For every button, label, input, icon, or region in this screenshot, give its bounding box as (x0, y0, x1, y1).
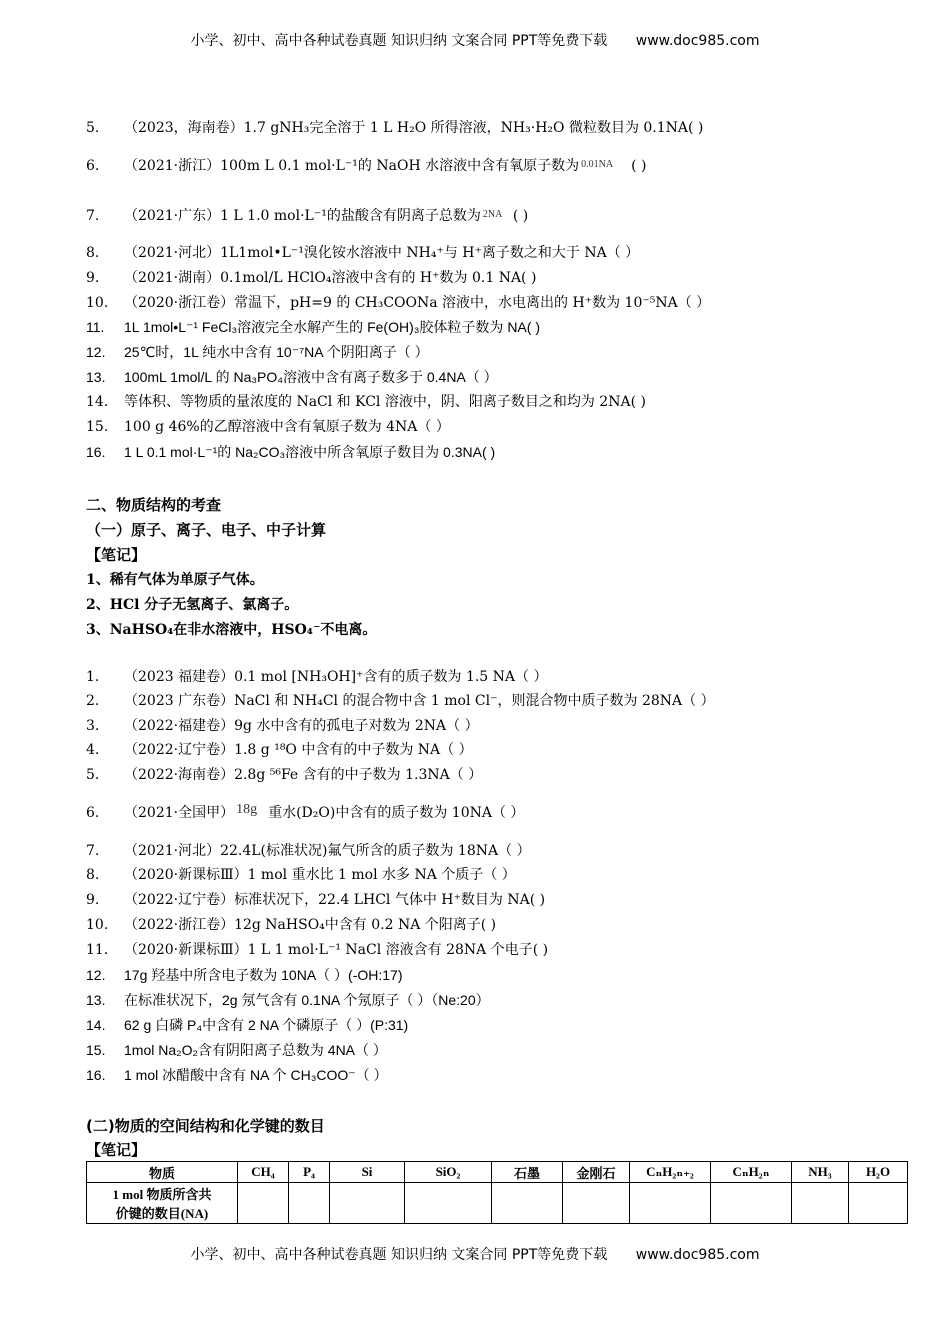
question-line: 10. （2022·浙江卷）12g NaHSO₄中含有 0.2 NA 个阳离子( ) (86, 917, 497, 933)
footer-text: 小学、初中、高中各种试卷真题 知识归纳 文案合同 PPT等免费下载 (190, 1247, 608, 1263)
note-label: 【笔记】 (86, 546, 147, 564)
table-cell[interactable] (492, 1183, 563, 1224)
formula-image-tag: 2NA (482, 209, 503, 220)
question-line: 5. （2023，海南卷）1.7 gNH₃完全溶于 1 L H₂O 所得溶液，NH₃·H₂O 微粒数目为 0.1NA( ) (86, 120, 704, 136)
question-line: 9. （2022·辽宁卷）标准状况下，22.4 LHCl 气体中 H⁺数目为 NA( ) (86, 892, 546, 908)
question-line: 4. （2022·辽宁卷）1.8 g ¹⁸O 中含有的中子数为 NA（ ） (86, 742, 473, 758)
subsection-title: （一）原子、离子、电子、中子计算 (86, 521, 327, 539)
question-line: 10. （2020·浙江卷）常温下，pH=9 的 CH₃COONa 溶液中，水电离出的 H⁺数为 10⁻⁵NA（ ） (86, 295, 711, 311)
table-header-cell: SiO₂ (405, 1162, 492, 1183)
question-line: 14. 等体积、等物质的量浓度的 NaCl 和 KCl 溶液中，阴、阳离子数目之和均为 2NA( ) (86, 394, 646, 410)
table-header-cell: Si (330, 1162, 405, 1183)
table-header-cell: P₄ (289, 1162, 330, 1183)
section-title: 二、物质结构的考查 (86, 496, 222, 514)
header-text: 小学、初中、高中各种试卷真题 知识归纳 文案合同 PPT等免费下载 (190, 33, 608, 49)
table-header-cell: 物质 (87, 1162, 238, 1183)
question-line: 14. 62 g 白磷 P₄中含有 2 NA 个磷原子（ ）(P:31) (86, 1017, 409, 1033)
question-line: 16. 1 L 0.1 mol·L⁻¹的 Na₂CO₃溶液中所含氧原子数目为 0.3NA( ) (86, 444, 496, 460)
table-cell[interactable] (849, 1183, 908, 1224)
bond-count-table (86, 1161, 908, 1224)
question-line: 13. 100mL 1mol/L 的 Na₃PO₄溶液中含有离子数多于 0.4NA（ ） (86, 369, 498, 385)
question-line: 6. （2021·浙江）100m L 0.1 mol·L⁻¹的 NaOH 水溶液中含有氧原子数为 0.01NA ( ) (86, 158, 647, 174)
header-site-link[interactable]: www.doc985.com (635, 33, 760, 49)
table-cell[interactable] (711, 1183, 792, 1224)
table-cell[interactable] (792, 1183, 849, 1224)
question-line: 15. 1mol Na₂O₂含有阴阳离子总数为 4NA（ ） (86, 1042, 387, 1058)
question-line: 1. （2023 福建卷）0.1 mol [NH₃OH]⁺含有的质子数为 1.5 NA（ ） (86, 669, 548, 685)
question-line: 8. （2020·新课标Ⅲ）1 mol 重水比 1 mol 水多 NA 个质子（ ） (86, 867, 516, 883)
note-item: 1、稀有气体为单原子气体。 (86, 572, 264, 588)
formula-image-tag: 0.01NA (581, 159, 614, 170)
table-header-cell: 石墨 (492, 1162, 563, 1183)
question-line: 6. （2021·全国甲） 18g 重水(D₂O)中含有的质子数为 10NA（ ） (86, 802, 525, 821)
question-line: 15. 100 g 46%的乙醇溶液中含有氧原子数为 4NA（ ） (86, 419, 450, 435)
question-line: 5. （2022·海南卷）2.8g ⁵⁶Fe 含有的中子数为 1.3NA（ ） (86, 767, 483, 783)
question-line: 12. 25℃时，1L 纯水中含有 10⁻⁷NA 个阴阳离子（ ） (86, 344, 429, 360)
table-header-cell: CH₄ (238, 1162, 289, 1183)
table-cell[interactable] (630, 1183, 711, 1224)
note-item: 2、HCl 分子无氢离子、氯离子。 (86, 597, 299, 613)
table-header-cell: NH₃ (792, 1162, 849, 1183)
table-cell[interactable] (289, 1183, 330, 1224)
note-item: 3、NaHSO₄在非水溶液中，HSO₄⁻不电离。 (86, 622, 377, 638)
question-line: 11. （2020·新课标Ⅲ）1 L 1 mol·L⁻¹ NaCl 溶液含有 28NA 个电子( ) (86, 942, 549, 958)
note-label: 【笔记】 (86, 1141, 147, 1159)
table-cell[interactable] (563, 1183, 630, 1224)
page-header (0, 30, 950, 50)
table-cell[interactable] (405, 1183, 492, 1224)
question-line: 16. 1 mol 冰醋酸中含有 NA 个 CH₃COO⁻（ ） (86, 1067, 388, 1083)
table-header-cell: CₙH₂ₙ₊₂ (630, 1162, 711, 1183)
footer-site-link[interactable]: www.doc985.com (635, 1247, 760, 1263)
table-header-cell: H₂O (849, 1162, 908, 1183)
table-header-cell: CₙH₂ₙ (711, 1162, 792, 1183)
table-row-label: 1 mol 物质所含共 价键的数目(NA) (87, 1183, 238, 1224)
table-cell[interactable] (330, 1183, 405, 1224)
question-line: 8. （2021·河北）1L1mol•L⁻¹溴化铵水溶液中 NH₄⁺与 H⁺离子数之和大于 NA（ ） (86, 245, 640, 261)
page-footer (0, 1244, 950, 1264)
question-line: 13. 在标准状况下，2g 氖气含有 0.1NA 个氖原子（ ）（Ne:20） (86, 992, 490, 1008)
question-line: 2. （2023 广东卷）NaCl 和 NH₄Cl 的混合物中含 1 mol Cl⁻，则混合物中质子数为 28NA（ ） (86, 693, 715, 709)
question-line: 9. （2021·湖南）0.1mol/L HClO₄溶液中含有的 H⁺数为 0.1 NA( ) (86, 270, 537, 286)
question-line: 11. 1L 1mol•L⁻¹ FeCl₃溶液完全水解产生的 Fe(OH)₃胶体粒子数为 NA( ) (86, 319, 540, 335)
question-line: 12. 17g 羟基中所含电子数为 10NA（ ）(-OH:17) (86, 967, 403, 983)
formula-image-tag: 18g (236, 802, 258, 817)
question-line: 7. （2021·河北）22.4L(标准状况)氟气所含的质子数为 18NA（ ） (86, 843, 531, 859)
question-line: 7. （2021·广东）1 L 1.0 mol·L⁻¹的盐酸含有阴离子总数为 2NA ( ) (86, 208, 529, 224)
section-title: (二)物质的空间结构和化学键的数目 (86, 1117, 325, 1135)
table-header-cell: 金刚石 (563, 1162, 630, 1183)
question-line: 3. （2022·福建卷）9g 水中含有的孤电子对数为 2NA（ ） (86, 718, 479, 734)
table-cell[interactable] (238, 1183, 289, 1224)
